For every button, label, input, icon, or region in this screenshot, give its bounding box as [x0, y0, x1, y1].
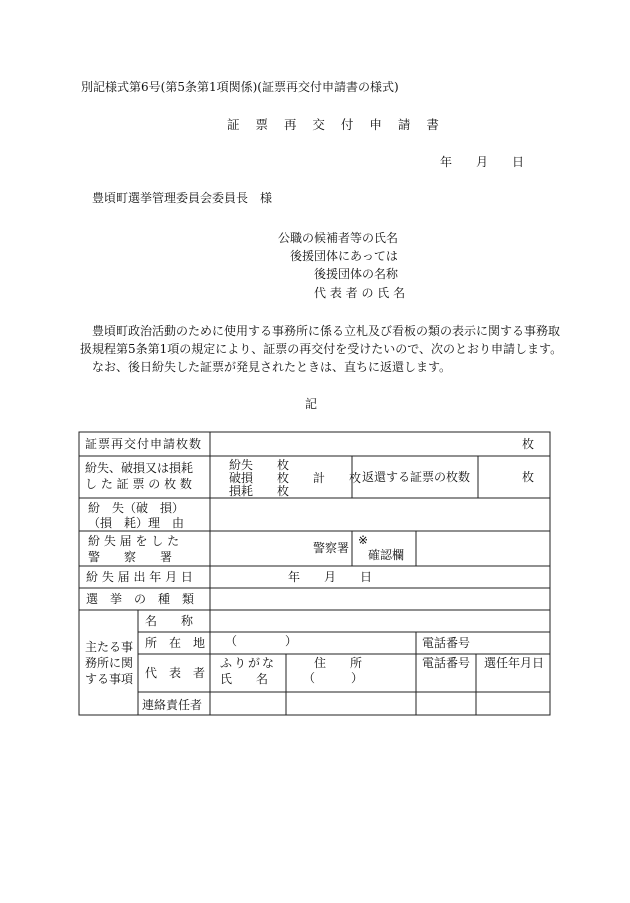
office-address-label: 所 在 地	[145, 636, 206, 650]
reason-label-1: 紛 失（破 損）	[88, 501, 185, 515]
lost-count[interactable]: 紛失 枚	[229, 458, 290, 472]
body-paragraph-line2: 扱規程第5条第1項の規定により、証票の再交付を受けたいので、次のとおり申請します。	[80, 342, 563, 356]
report-date-field[interactable]: 年 月 日	[288, 570, 373, 584]
body-paragraph-line1: 豊頃町政治活動のために使用する事務所に係る立札及び看板の類の表示に関する事務取	[92, 324, 561, 338]
representative-name-label: 代 表 者 の 氏 名	[314, 286, 406, 300]
appointment-date-label: 選任年月日	[484, 656, 545, 670]
office-matters-label-3: する事項	[85, 672, 134, 686]
return-count-unit: 枚	[522, 470, 535, 484]
return-count-label: 返還する証票の枚数	[362, 470, 471, 484]
representative-address-label: 住 所	[314, 656, 363, 670]
office-matters-label-2: 務所に関	[85, 656, 134, 670]
reason-label-2: （損 耗）理 由	[88, 516, 185, 530]
election-type-label: 選 挙 の 種 類	[86, 592, 195, 606]
police-report-label-1: 紛 失 届 を し た	[88, 534, 180, 548]
representative-phone-label: 電話番号	[422, 656, 471, 670]
candidate-name-label: 公職の候補者等の氏名	[278, 231, 399, 245]
office-phone-field[interactable]	[478, 634, 548, 652]
office-phone-label: 電話番号	[422, 636, 471, 650]
support-group-note: 後援団体にあっては	[290, 249, 398, 263]
contact-person-field[interactable]	[212, 694, 548, 713]
office-address-paren[interactable]: （ ）	[225, 634, 298, 648]
date-line: 年 月 日	[440, 155, 525, 169]
reissue-count-field[interactable]	[212, 434, 512, 454]
reissue-count-label: 証票再交付申請枚数	[85, 437, 203, 451]
reason-field[interactable]	[212, 500, 548, 529]
police-report-label-2: 警 察 署	[88, 550, 173, 564]
confirm-mark: ※	[358, 533, 369, 547]
police-station-suffix: 警察署	[313, 541, 350, 555]
damaged-count[interactable]: 破損 枚 計 枚	[229, 471, 362, 485]
addressee: 豊頃町選挙管理委員会委員長 様	[92, 191, 273, 205]
form-note: 別記様式第6号(第5条第1項関係)(証票再交付申請書の様式)	[81, 80, 399, 94]
body-paragraph-2: なお、後日紛失した証票が発見されたときは、直ちに返還します。	[92, 360, 452, 374]
support-group-name-label: 後援団体の名称	[314, 267, 399, 281]
worn-count[interactable]: 損耗 枚	[229, 484, 290, 498]
confirm-field[interactable]	[418, 533, 548, 564]
lost-damaged-count-label-2: し た 証 票 の 枚 数	[85, 477, 192, 491]
lost-damaged-count-label-1: 紛失、破損又は損耗	[85, 461, 194, 475]
report-date-label: 紛 失 届 出 年 月 日	[86, 570, 193, 584]
representative-name-label: 氏 名	[220, 672, 269, 686]
ki-heading: 記	[305, 397, 318, 411]
reissue-count-unit: 枚	[522, 437, 535, 451]
page-title: 証 票 再 交 付 申 請 書	[227, 117, 445, 132]
office-name-field[interactable]	[212, 612, 548, 630]
representative-address-paren[interactable]: （ ）	[303, 671, 364, 685]
confirm-label: 確認欄	[368, 548, 405, 562]
election-type-field[interactable]	[212, 590, 548, 608]
furigana-label: ふりがな	[220, 656, 277, 670]
office-matters-label-1: 主たる事	[85, 640, 134, 654]
representative-label: 代 表 者	[145, 666, 206, 680]
office-name-label: 名 称	[145, 614, 194, 628]
contact-person-label: 連絡責任者	[142, 698, 203, 712]
